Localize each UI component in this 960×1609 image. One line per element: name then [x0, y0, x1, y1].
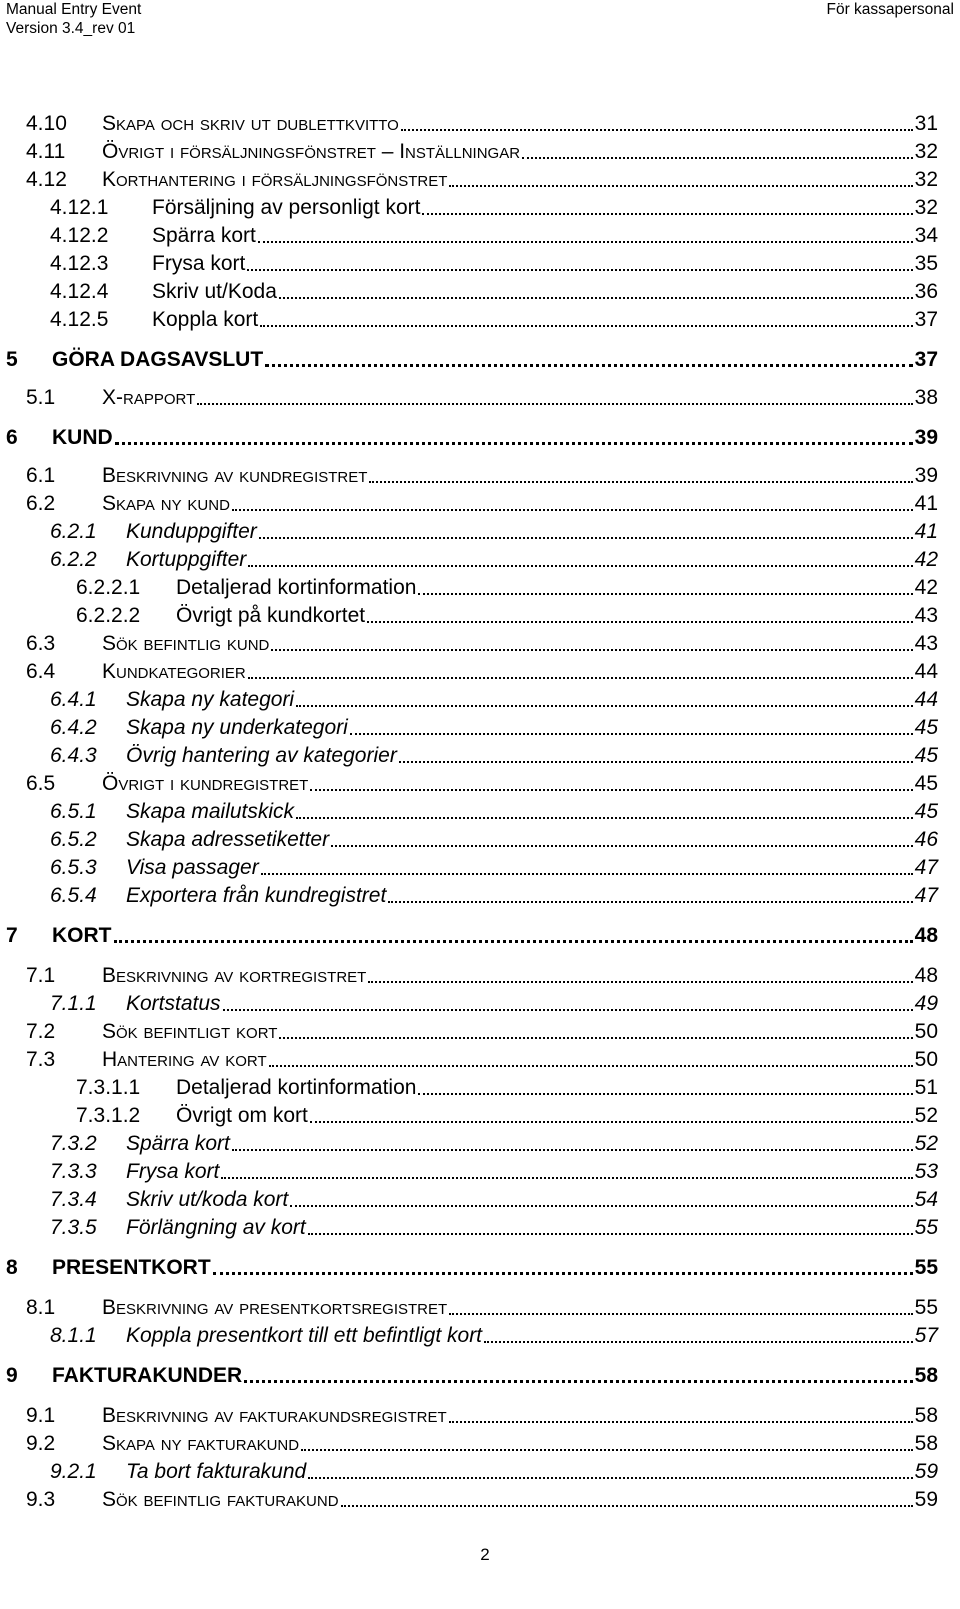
toc-entry-page: 48 — [914, 924, 938, 947]
toc-entry-number: 7.2 — [26, 1020, 56, 1043]
toc-entry-page: 53 — [914, 1160, 938, 1183]
dot-leader — [308, 1476, 912, 1479]
toc-entry-page: 32 — [914, 196, 938, 219]
toc-entry-title: Övrigt om kort — [176, 1104, 308, 1127]
toc-entry-page: 38 — [914, 386, 938, 409]
dot-leader — [115, 441, 913, 445]
toc-entry-title: Korthantering i försäljningsfönstret — [102, 168, 448, 191]
toc-entry-title: X-rapport — [102, 386, 196, 409]
toc-entry-number: 6.5.4 — [50, 884, 97, 907]
toc-entry-title: Skapa adressetiketter — [126, 828, 330, 851]
toc-entry-page: 42 — [914, 548, 938, 571]
dot-leader — [271, 648, 912, 651]
toc-entry-page: 51 — [914, 1076, 938, 1099]
toc-entry-title: Övrig hantering av kategorier — [126, 744, 397, 767]
toc-entry-title: Kortstatus — [126, 992, 221, 1015]
toc-entry[interactable] — [26, 654, 938, 684]
toc-entry-number: 4.10 — [26, 112, 67, 135]
toc-entry-title: Förlängning av kort — [126, 1216, 306, 1239]
page-header — [0, 0, 960, 45]
toc-entry-page: 52 — [914, 1132, 938, 1155]
toc-entry-page: 55 — [914, 1216, 938, 1239]
dot-leader — [296, 704, 913, 707]
toc-entry-number: 6.4.2 — [50, 716, 97, 739]
toc-entry-number: 9.3 — [26, 1488, 56, 1511]
toc-entry-title: Skapa och skriv ut dublettkvitto — [102, 112, 399, 135]
header-document-title: Manual Entry Event — [6, 1, 142, 18]
toc-entry[interactable] — [26, 458, 938, 488]
toc-entry-title: Kortuppgifter — [126, 548, 247, 571]
toc-entry[interactable] — [50, 542, 938, 572]
dot-leader — [114, 939, 913, 943]
toc-entry-number: 6.5.3 — [50, 856, 97, 879]
toc-entry-page: 39 — [914, 426, 938, 449]
toc-entry-number: 7.3.1.1 — [76, 1076, 141, 1099]
dot-leader — [232, 1148, 913, 1151]
toc-entry-title: Övrigt i försäljningsfönstret – Inställningar — [102, 140, 521, 163]
toc-entry-number: 7 — [6, 924, 18, 947]
toc-entry-title: Exportera från kundregistret — [126, 884, 387, 907]
toc-entry-page: 49 — [914, 992, 938, 1015]
toc-entry-title: Detaljerad kortinformation — [176, 1076, 417, 1099]
toc-entry-page: 34 — [914, 224, 938, 247]
toc-entry[interactable] — [26, 1398, 938, 1428]
toc-entry[interactable] — [6, 1358, 938, 1388]
toc-entry-title: Beskrivning av presentkortsregistret — [102, 1296, 448, 1319]
toc-entry-page: 45 — [914, 772, 938, 795]
dot-leader — [401, 128, 913, 131]
dot-leader — [449, 1312, 912, 1315]
dot-leader — [221, 1176, 912, 1179]
toc-entry-number: 9.1 — [26, 1404, 56, 1427]
dot-leader — [244, 1379, 912, 1383]
toc-entry-title: Hantering av kort — [102, 1048, 267, 1071]
toc-entry[interactable] — [6, 420, 938, 450]
toc-entry-title: Skapa mailutskick — [126, 800, 295, 823]
dot-leader — [308, 1232, 913, 1235]
toc-entry[interactable] — [50, 246, 938, 276]
toc-entry-page: 32 — [914, 168, 938, 191]
toc-entry-number: 8.1.1 — [50, 1324, 97, 1347]
dot-leader — [449, 1420, 913, 1423]
toc-entry[interactable] — [26, 1482, 938, 1512]
toc-entry-page: 44 — [914, 660, 938, 683]
toc-entry-title: Spärra kort — [152, 224, 256, 247]
dot-leader — [399, 760, 913, 763]
toc-entry-page: 46 — [914, 828, 938, 851]
toc-entry-title: KUND — [52, 426, 113, 449]
toc-entry-number: 6.4.3 — [50, 744, 97, 767]
toc-entry-page: 55 — [914, 1256, 938, 1279]
toc-entry[interactable] — [26, 1014, 938, 1044]
toc-entry[interactable] — [50, 822, 938, 852]
toc-entry-title: Försäljning av personligt kort — [152, 196, 421, 219]
toc-entry-number: 6.5.1 — [50, 800, 97, 823]
toc-entry-page: 59 — [914, 1488, 938, 1511]
toc-entry-number: 7.3.4 — [50, 1188, 97, 1211]
toc-entry[interactable] — [50, 302, 938, 332]
dot-leader — [223, 1008, 913, 1011]
toc-entry-title: Skapa ny kategori — [126, 688, 295, 711]
toc-entry-title: Skapa ny kund — [102, 492, 230, 515]
toc-entry-page: 58 — [914, 1364, 938, 1387]
toc-entry-number: 5.1 — [26, 386, 56, 409]
toc-entry-title: GÖRA DAGSAVSLUT — [52, 348, 264, 371]
dot-leader — [213, 1271, 913, 1275]
toc-entry-title: Skapa ny fakturakund — [102, 1432, 300, 1455]
dot-leader — [301, 1448, 913, 1451]
dot-leader — [296, 816, 913, 819]
toc-entry-number: 4.12.1 — [50, 196, 109, 219]
toc-entry-title: Sök befintlig kund — [102, 632, 270, 655]
toc-entry-number: 6.2.1 — [50, 520, 97, 543]
toc-entry[interactable] — [50, 1210, 938, 1240]
toc-entry[interactable] — [50, 1318, 938, 1348]
toc-entry-number: 4.12.5 — [50, 308, 109, 331]
toc-entry-number: 4.12.4 — [50, 280, 109, 303]
toc-entry-number: 6.4 — [26, 660, 56, 683]
toc-entry[interactable] — [26, 1426, 938, 1456]
toc-entry-number: 6.3 — [26, 632, 56, 655]
toc-entry-page: 47 — [914, 884, 938, 907]
toc-entry-page: 45 — [914, 800, 938, 823]
dot-leader — [367, 620, 913, 623]
toc-entry-page: 50 — [914, 1048, 938, 1071]
toc-entry-title: Beskrivning av kortregistret — [102, 964, 367, 987]
toc-entry-page: 54 — [914, 1188, 938, 1211]
toc-entry-title: Frysa kort — [126, 1160, 220, 1183]
toc-entry-number: 4.12.2 — [50, 224, 109, 247]
dot-leader — [265, 363, 912, 367]
toc-entry-title: Övrigt på kundkortet — [176, 604, 366, 627]
dot-leader — [418, 592, 912, 595]
toc-entry-page: 57 — [914, 1324, 938, 1347]
toc-entry-number: 9.2 — [26, 1432, 56, 1455]
toc-entry[interactable] — [50, 274, 938, 304]
toc-entry[interactable] — [50, 986, 938, 1016]
toc-entry-page: 41 — [914, 520, 938, 543]
toc-entry-title: Kundkategorier — [102, 660, 246, 683]
toc-entry[interactable] — [50, 218, 938, 248]
toc-entry-page: 47 — [914, 856, 938, 879]
toc-entry[interactable] — [26, 380, 938, 410]
toc-entry-page: 52 — [914, 1104, 938, 1127]
dot-leader — [310, 788, 912, 791]
toc-entry-number: 6 — [6, 426, 18, 449]
page-footer — [0, 1545, 960, 1565]
toc-entry-title: Ta bort fakturakund — [126, 1460, 307, 1483]
toc-entry-page: 48 — [914, 964, 938, 987]
toc-entry[interactable] — [50, 738, 938, 768]
toc-entry[interactable] — [50, 682, 938, 712]
dot-leader — [248, 676, 913, 679]
toc-entry-title: Beskrivning av fakturakundsregistret — [102, 1404, 447, 1427]
toc-entry-page: 39 — [914, 464, 938, 487]
page-number: 2 — [480, 1545, 490, 1564]
toc-entry-title: Frysa kort — [152, 252, 246, 275]
toc-entry[interactable] — [76, 1098, 938, 1128]
toc-entry-number: 7.3.1.2 — [76, 1104, 141, 1127]
toc-entry-number: 6.4.1 — [50, 688, 97, 711]
toc-entry-number: 7.3.5 — [50, 1216, 97, 1239]
toc-entry-number: 6.2.2.2 — [76, 604, 141, 627]
toc-entry[interactable] — [50, 1126, 938, 1156]
toc-entry-title: Detaljerad kortinformation — [176, 576, 417, 599]
toc-entry-title: Övrigt i kundregistret — [102, 772, 309, 795]
header-version: Version 3.4_rev 01 — [6, 20, 136, 37]
toc-entry-number: 5 — [6, 348, 18, 371]
dot-leader — [388, 900, 912, 903]
dot-leader — [279, 296, 913, 299]
toc-entry-number: 6.2.2 — [50, 548, 97, 571]
dot-leader — [422, 212, 912, 215]
toc-entry-title: Skriv ut/Koda — [152, 280, 277, 303]
dot-leader — [260, 324, 912, 327]
toc-entry-number: 6.2.2.1 — [76, 576, 141, 599]
dot-leader — [418, 1092, 912, 1095]
toc-entry[interactable] — [26, 106, 938, 136]
toc-entry-page: 45 — [914, 744, 938, 767]
toc-entry-page: 35 — [914, 252, 938, 275]
toc-entry-number: 9 — [6, 1364, 18, 1387]
toc-entry[interactable] — [26, 162, 938, 192]
dot-leader — [247, 268, 912, 271]
toc-entry-number: 6.1 — [26, 464, 56, 487]
toc-entry-title: Koppla presentkort till ett befintligt kort — [126, 1324, 483, 1347]
toc-entry-page: 43 — [914, 632, 938, 655]
toc-entry-page: 55 — [914, 1296, 938, 1319]
toc-entry-title: Sök befintligt kort — [102, 1020, 278, 1043]
toc-entry-number: 7.3 — [26, 1048, 56, 1071]
toc-entry-page: 31 — [914, 112, 938, 135]
header-audience: För kassapersonal — [826, 1, 954, 18]
toc-entry-number: 4.12.3 — [50, 252, 109, 275]
toc-entry-title: Skriv ut/koda kort — [126, 1188, 289, 1211]
toc-entry[interactable] — [26, 958, 938, 988]
toc-entry[interactable] — [6, 918, 938, 948]
toc-entry[interactable] — [26, 1042, 938, 1072]
dot-leader — [232, 508, 913, 511]
toc-entry[interactable] — [50, 850, 938, 880]
toc-entry-page: 42 — [914, 576, 938, 599]
toc-entry-number: 4.12 — [26, 168, 67, 191]
toc-entry[interactable] — [6, 1250, 938, 1280]
dot-leader — [368, 980, 912, 983]
toc-entry-page: 43 — [914, 604, 938, 627]
toc-entry-page: 59 — [914, 1460, 938, 1483]
dot-leader — [248, 564, 912, 567]
toc-entry[interactable] — [50, 1454, 938, 1484]
toc-entry-page: 50 — [914, 1020, 938, 1043]
toc-entry-page: 41 — [914, 492, 938, 515]
header-left — [6, 0, 141, 38]
toc-entry[interactable] — [26, 134, 938, 164]
toc-entry-number: 7.3.2 — [50, 1132, 97, 1155]
toc-entry-number: 8.1 — [26, 1296, 56, 1319]
toc-entry-page: 58 — [914, 1404, 938, 1427]
dot-leader — [269, 1064, 913, 1067]
toc-entry-title: PRESENTKORT — [52, 1256, 211, 1279]
toc-entry-page: 36 — [914, 280, 938, 303]
dot-leader — [290, 1204, 912, 1207]
toc-entry-number: 8 — [6, 1256, 18, 1279]
toc-entry[interactable] — [26, 1290, 938, 1320]
toc-entry-page: 32 — [914, 140, 938, 163]
toc-entry[interactable] — [6, 342, 938, 372]
toc-entry[interactable] — [76, 570, 938, 600]
dot-leader — [331, 844, 913, 847]
toc-entry[interactable] — [50, 514, 938, 544]
toc-entry[interactable] — [50, 1182, 938, 1212]
toc-entry[interactable] — [76, 598, 938, 628]
dot-leader — [484, 1340, 913, 1343]
toc-entry[interactable] — [26, 486, 938, 516]
toc-entry-title: Sök befintlig fakturakund — [102, 1488, 339, 1511]
toc-entry[interactable] — [26, 626, 938, 656]
dot-leader — [197, 402, 912, 405]
toc-entry-number: 7.1.1 — [50, 992, 97, 1015]
toc-entry[interactable] — [50, 710, 938, 740]
dot-leader — [261, 872, 913, 875]
toc-entry-number: 7.1 — [26, 964, 56, 987]
toc-entry-page: 58 — [914, 1432, 938, 1455]
dot-leader — [310, 1120, 913, 1123]
toc-entry-page: 37 — [914, 308, 938, 331]
toc-entry-number: 9.2.1 — [50, 1460, 97, 1483]
toc-entry[interactable] — [26, 766, 938, 796]
dot-leader — [259, 536, 913, 539]
toc-entry-number: 6.5.2 — [50, 828, 97, 851]
toc-entry-title: Beskrivning av kundregistret — [102, 464, 368, 487]
toc-entry-title: Kunduppgifter — [126, 520, 257, 543]
dot-leader — [369, 480, 912, 483]
toc-entry[interactable] — [50, 878, 938, 908]
toc-entry-title: Visa passager — [126, 856, 259, 879]
dot-leader — [350, 732, 913, 735]
toc-entry-title: KORT — [52, 924, 112, 947]
toc-entry-title: FAKTURAKUNDER — [52, 1364, 243, 1387]
toc-entry[interactable] — [50, 794, 938, 824]
toc-entry-page: 45 — [914, 716, 938, 739]
toc-entry[interactable] — [76, 1070, 938, 1100]
dot-leader — [449, 184, 912, 187]
toc-entry[interactable] — [50, 1154, 938, 1184]
dot-leader — [522, 156, 913, 159]
dot-leader — [258, 240, 913, 243]
toc-entry-number: 7.3.3 — [50, 1160, 97, 1183]
dot-leader — [279, 1036, 912, 1039]
dot-leader — [341, 1504, 913, 1507]
toc-entry-page: 37 — [914, 348, 938, 371]
toc-entry-number: 6.5 — [26, 772, 56, 795]
toc-entry-page: 44 — [914, 688, 938, 711]
toc-entry-title: Koppla kort — [152, 308, 259, 331]
toc-entry-number: 6.2 — [26, 492, 56, 515]
toc-entry-number: 4.11 — [26, 140, 66, 163]
toc-entry[interactable] — [50, 190, 938, 220]
toc-entry-title: Spärra kort — [126, 1132, 230, 1155]
toc-entry-title: Skapa ny underkategori — [126, 716, 348, 739]
